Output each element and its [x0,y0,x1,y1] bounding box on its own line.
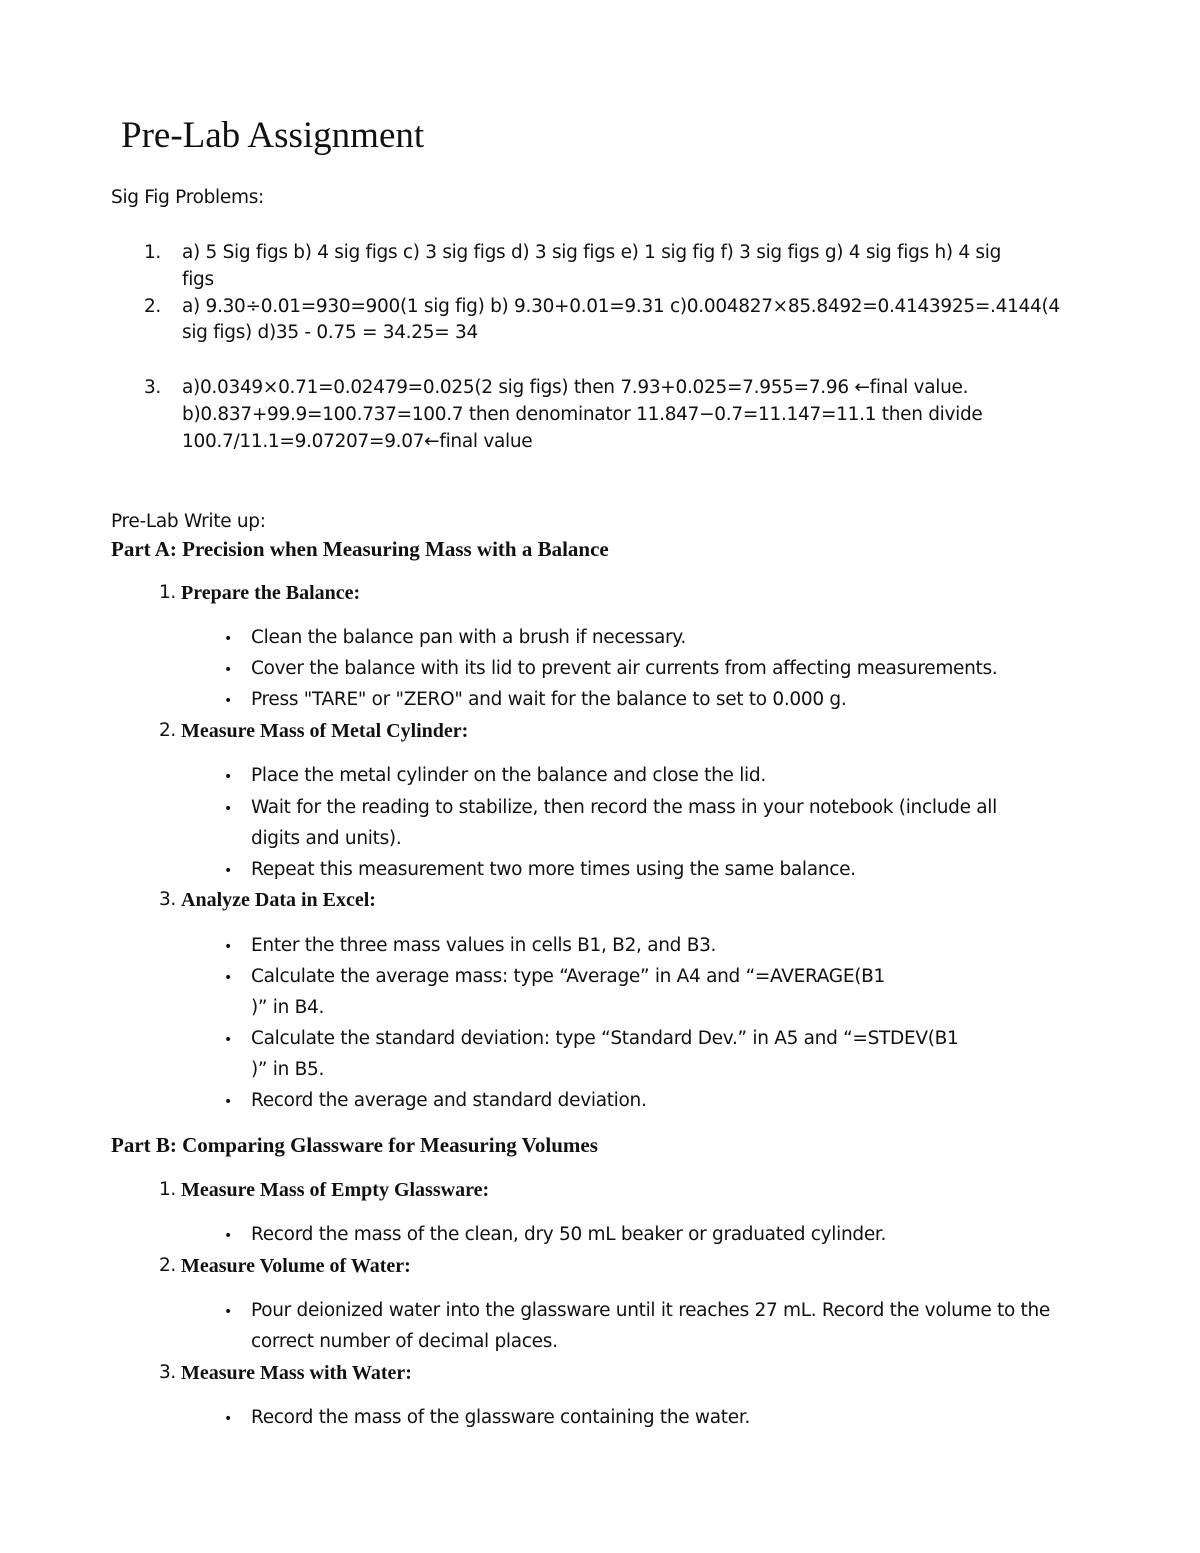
bullet-icon: • [224,693,233,709]
bullet-icon: • [224,769,233,785]
part-b-step-2-number: 2. [158,1255,176,1276]
part-a-step-1-bullet-3: Press "TARE" or "ZERO" and wait for the balance to set to 0.000 g. [251,689,847,710]
sig-fig-item-3-line-3: 100.7/11.1=9.07207=9.07←final value [182,431,533,452]
bullet-icon: • [224,863,233,879]
part-b-step-3-number: 3. [158,1362,176,1383]
part-a-step-3-number: 3. [158,889,176,910]
sig-fig-label: Sig Fig Problems: [111,187,264,208]
part-a-step-1-bullet-2: Cover the balance with its lid to prevent air currents from affecting measurements. [251,658,998,679]
part-a-step-3-bullet-1: Enter the three mass values in cells B1, B2, and B3. [251,935,717,956]
part-b-step-2-bullet-1-line-2: correct number of decimal places. [251,1331,558,1352]
part-b-step-3-bullet-1: Record the mass of the glassware containing the water. [251,1407,751,1428]
part-a-step-2-number: 2. [158,720,176,741]
sig-fig-item-3-line-1: a)0.0349×0.71=0.02479=0.025(2 sig figs) then 7.93+0.025=7.955=7.96 ←final value. [182,377,969,398]
part-a-step-2-title: Measure Mass of Metal Cylinder: [181,720,469,742]
bullet-icon: • [224,801,233,817]
part-b-step-2-title: Measure Volume of Water: [181,1255,411,1277]
bullet-icon: • [224,939,233,955]
part-a-step-3-bullet-3-line-1: Calculate the standard deviation: type “Standard Dev.” in A5 and “=STDEV(B1 [251,1028,959,1049]
writeup-label: Pre-Lab Write up: [111,511,266,532]
part-a-step-3-title: Analyze Data in Excel: [181,889,376,911]
part-a-step-3-bullet-2-line-2: )” in B4. [251,997,325,1018]
part-a-step-3-bullet-2-line-1: Calculate the average mass: type “Average” in A4 and “=AVERAGE(B1 [251,966,886,987]
page-title: Pre-Lab Assignment [121,115,425,156]
part-b-step-1-number: 1. [158,1179,176,1200]
sig-fig-item-3-line-2: b)0.837+99.9=100.737=100.7 then denominator 11.847−0.7=11.147=11.1 then divide [182,404,983,425]
sig-fig-item-2-number: 2. [143,296,161,317]
bullet-icon: • [224,1094,233,1110]
bullet-icon: • [224,1228,233,1244]
bullet-icon: • [224,1304,233,1320]
part-a-step-1-title: Prepare the Balance: [181,582,361,604]
part-a-step-2-bullet-2-line-1: Wait for the reading to stabilize, then record the mass in your notebook (include all [251,797,997,818]
part-a-step-2-bullet-3: Repeat this measurement two more times using the same balance. [251,859,856,880]
bullet-icon: • [224,970,233,986]
sig-fig-item-3-number: 3. [143,377,161,398]
part-b-step-3-title: Measure Mass with Water: [181,1362,412,1384]
part-a-step-1-bullet-1: Clean the balance pan with a brush if necessary. [251,627,686,648]
part-a-step-2-bullet-1: Place the metal cylinder on the balance and close the lid. [251,765,766,786]
sig-fig-item-2-line-1: a) 9.30÷0.01=930=900(1 sig fig) b) 9.30+0.01=9.31 c)0.004827×85.8492=0.4143925=.4144(4 [182,296,1060,317]
bullet-icon: • [224,662,233,678]
bullet-icon: • [224,1032,233,1048]
sig-fig-item-1-number: 1. [143,242,161,263]
sig-fig-item-1-line-1: a) 5 Sig figs b) 4 sig figs c) 3 sig figs d) 3 sig figs e) 1 sig fig f) 3 sig figs g) 4 sig figs h) 4 sig [182,242,1002,263]
part-a-step-2-bullet-2-line-2: digits and units). [251,828,402,849]
part-b-step-1-bullet-1: Record the mass of the clean, dry 50 mL beaker or graduated cylinder. [251,1224,887,1245]
part-a-heading: Part A: Precision when Measuring Mass with a Balance [111,537,609,561]
part-b-step-2-bullet-1-line-1: Pour deionized water into the glassware until it reaches 27 mL. Record the volume to the [251,1300,1051,1321]
sig-fig-item-1-line-2: figs [182,269,214,290]
sig-fig-item-2-line-2: sig figs) d)35 - 0.75 = 34.25= 34 [182,322,478,343]
part-b-heading: Part B: Comparing Glassware for Measuring Volumes [111,1133,598,1157]
part-a-step-3-bullet-4: Record the average and standard deviation. [251,1090,647,1111]
part-a-step-1-number: 1. [158,582,176,603]
part-b-step-1-title: Measure Mass of Empty Glassware: [181,1179,490,1201]
part-a-step-3-bullet-3-line-2: )” in B5. [251,1059,325,1080]
bullet-icon: • [224,1411,233,1427]
bullet-icon: • [224,631,233,647]
